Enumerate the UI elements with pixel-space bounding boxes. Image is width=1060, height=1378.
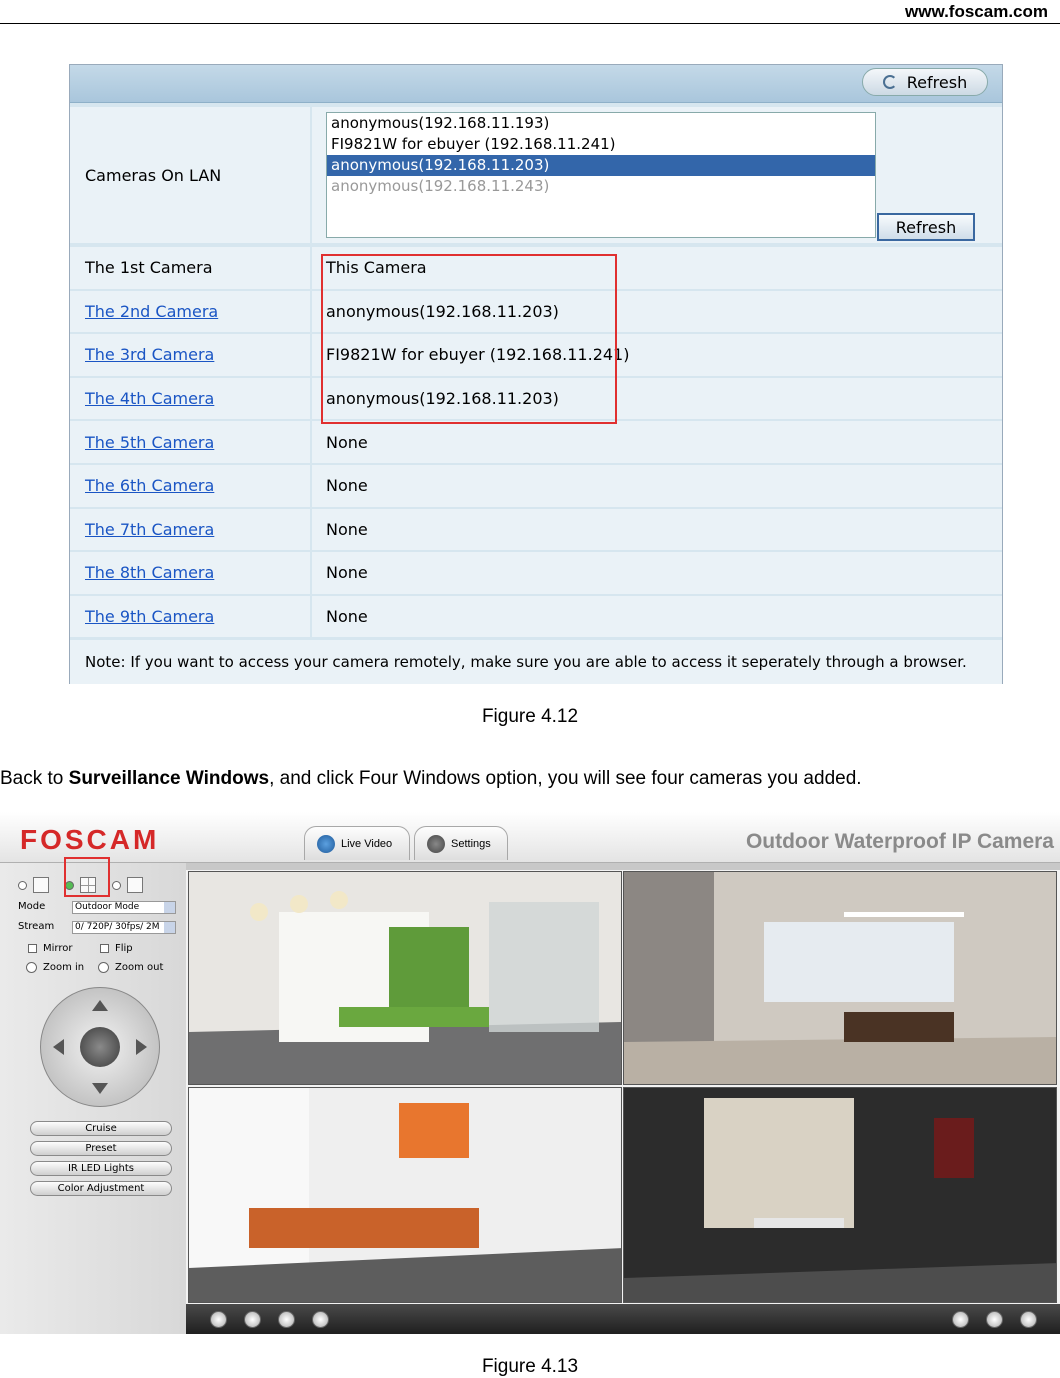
instruction-paragraph bbox=[0, 768, 862, 790]
lan-camera-option[interactable]: anonymous(192.168.11.193) bbox=[331, 114, 550, 132]
camera-slot-link[interactable]: The 6th Camera bbox=[85, 476, 215, 496]
camera-slot-label[interactable] bbox=[70, 596, 310, 638]
refresh-list-button[interactable]: Refresh bbox=[877, 213, 975, 241]
remote-access-note: Note: If you want to access your camera remotely, make sure you are able to access it seperately through a browser. bbox=[70, 640, 1002, 684]
camera-slot-label bbox=[70, 247, 310, 289]
tab-live-label: Live Video bbox=[341, 837, 393, 850]
pan-left-icon[interactable] bbox=[53, 1039, 64, 1055]
camera-slot-label[interactable] bbox=[70, 509, 310, 551]
one-window-radio[interactable] bbox=[18, 881, 27, 890]
tab-live-video[interactable] bbox=[304, 826, 410, 860]
camera-slot-link[interactable]: The 2nd Camera bbox=[85, 301, 219, 321]
camera-slot-label[interactable] bbox=[70, 334, 310, 376]
color-adjustment-button[interactable]: Color Adjustment bbox=[30, 1181, 172, 1196]
header-rule bbox=[0, 23, 1060, 24]
zoom-out-label: Zoom out bbox=[115, 962, 164, 973]
cruise-button[interactable]: Cruise bbox=[30, 1121, 172, 1136]
office-room-image bbox=[624, 872, 1057, 1085]
pan-up-icon[interactable] bbox=[92, 1000, 108, 1011]
camera-slot-value: None bbox=[312, 509, 1002, 551]
camera-slot-link[interactable]: The 4th Camera bbox=[85, 389, 215, 409]
camera-slot-link[interactable]: The 7th Camera bbox=[85, 519, 215, 539]
mode-row bbox=[18, 901, 45, 912]
preset-button[interactable]: Preset bbox=[30, 1141, 172, 1156]
nine-window-radio[interactable] bbox=[112, 881, 121, 890]
camera-slot-value: None bbox=[312, 465, 1002, 507]
lounge-image bbox=[624, 1088, 1057, 1303]
camera-feed-4[interactable] bbox=[623, 1087, 1057, 1303]
stream-select[interactable]: 0/ 720P/ 30fps/ 2M bbox=[72, 921, 176, 934]
nine-window-icon bbox=[127, 877, 143, 893]
camera-slot-text: The 1st Camera bbox=[85, 258, 213, 278]
refresh-icon bbox=[883, 75, 897, 89]
refresh-label: Refresh bbox=[906, 72, 968, 92]
zoom-out-row[interactable] bbox=[98, 962, 163, 973]
camera-slot-label[interactable] bbox=[70, 552, 310, 594]
fullscreen-icon[interactable] bbox=[1020, 1311, 1037, 1328]
mirror-label: Mirror bbox=[43, 943, 73, 954]
para-suffix: , and click Four Windows option, you will see four cameras you added. bbox=[269, 768, 862, 789]
office-scene-image bbox=[189, 872, 622, 1085]
webcam-icon bbox=[317, 835, 335, 853]
foscam-logo: FOSCAM bbox=[20, 824, 160, 855]
control-panel bbox=[0, 863, 186, 1334]
camera-list-settings-screenshot bbox=[69, 64, 1003, 684]
camera-feed-2[interactable] bbox=[623, 871, 1057, 1085]
camera-slot-label[interactable] bbox=[70, 465, 310, 507]
flip-checkbox[interactable] bbox=[100, 944, 109, 953]
camera-slot-link[interactable]: The 8th Camera bbox=[85, 563, 215, 583]
camera-slot-value: None bbox=[312, 596, 1002, 638]
camera-feed-1[interactable] bbox=[188, 871, 622, 1085]
pan-down-icon[interactable] bbox=[92, 1083, 108, 1094]
camera-slot-link[interactable]: The 3rd Camera bbox=[85, 345, 215, 365]
camera-slot-value: This Camera bbox=[312, 247, 1002, 289]
cameras-on-lan-row bbox=[70, 107, 1002, 243]
mode-select[interactable]: Outdoor Mode bbox=[72, 901, 176, 914]
mirror-row bbox=[28, 943, 72, 954]
camera-feed-3[interactable] bbox=[188, 1087, 622, 1303]
site-url: www.foscam.com bbox=[905, 2, 1048, 21]
tab-settings-label: Settings bbox=[451, 837, 491, 850]
stream-row bbox=[18, 921, 54, 932]
flip-row bbox=[100, 943, 133, 954]
stop-icon[interactable] bbox=[244, 1311, 261, 1328]
four-window-highlight bbox=[64, 857, 110, 897]
zoom-in-label: Zoom in bbox=[43, 962, 85, 973]
play-icon[interactable] bbox=[210, 1311, 227, 1328]
figure-caption: Figure 4.12 bbox=[481, 706, 579, 727]
camera-slot-label[interactable] bbox=[70, 421, 310, 463]
snapshot-icon[interactable] bbox=[952, 1311, 969, 1328]
camera-slot-value: FI9821W for ebuyer (192.168.11.241) bbox=[312, 334, 1002, 376]
zoom-out-icon bbox=[98, 962, 109, 973]
camera-slot-value: None bbox=[312, 421, 1002, 463]
ir-led-button[interactable]: IR LED Lights bbox=[30, 1161, 172, 1176]
cameras-on-lan-label: Cameras On LAN bbox=[70, 107, 310, 243]
playback-toolbar bbox=[186, 1304, 1060, 1334]
figure-caption: Figure 4.13 bbox=[481, 1356, 579, 1377]
surveillance-window-screenshot bbox=[0, 812, 1060, 1334]
camera-slot-value: anonymous(192.168.11.203) bbox=[312, 378, 1002, 420]
record-icon[interactable] bbox=[986, 1311, 1003, 1328]
product-title: Outdoor Waterproof IP Camera bbox=[745, 830, 1054, 853]
camera-slot-link[interactable]: The 5th Camera bbox=[85, 432, 215, 452]
gear-icon bbox=[427, 835, 445, 853]
zoom-in-icon bbox=[26, 962, 37, 973]
lan-camera-option[interactable]: anonymous(192.168.11.243) bbox=[331, 177, 550, 195]
lan-camera-option[interactable]: FI9821W for ebuyer (192.168.11.241) bbox=[331, 135, 616, 153]
refresh-button-top[interactable] bbox=[862, 68, 988, 96]
tab-settings[interactable] bbox=[414, 826, 508, 860]
one-window-icon bbox=[33, 877, 49, 893]
workspace-image bbox=[189, 1088, 622, 1303]
app-header bbox=[0, 812, 1060, 863]
toolbar bbox=[70, 65, 1002, 103]
camera-slot-link[interactable]: The 9th Camera bbox=[85, 607, 215, 627]
video-grid bbox=[186, 870, 1060, 1304]
lan-camera-listbox[interactable] bbox=[326, 112, 876, 238]
zoom-in-row[interactable] bbox=[26, 962, 84, 973]
camera-slot-label[interactable] bbox=[70, 291, 310, 333]
para-prefix: Back to bbox=[0, 768, 69, 789]
lan-camera-option-selected[interactable]: anonymous(192.168.11.203) bbox=[327, 155, 875, 176]
camera-slot-value: None bbox=[312, 552, 1002, 594]
talk-icon[interactable] bbox=[278, 1311, 295, 1328]
ptz-control-pad[interactable] bbox=[40, 987, 160, 1107]
audio-icon[interactable] bbox=[312, 1311, 329, 1328]
mirror-checkbox[interactable] bbox=[28, 944, 37, 953]
flip-label: Flip bbox=[115, 943, 133, 954]
para-bold: Surveillance Windows bbox=[68, 768, 270, 789]
highlight-box bbox=[321, 254, 617, 424]
camera-slot-label[interactable] bbox=[70, 378, 310, 420]
ptz-center-reset-button[interactable] bbox=[80, 1027, 120, 1067]
stream-label: Stream bbox=[18, 921, 55, 932]
camera-slot-value: anonymous(192.168.11.203) bbox=[312, 291, 1002, 333]
pan-right-icon[interactable] bbox=[136, 1039, 147, 1055]
mode-label: Mode bbox=[18, 901, 46, 912]
